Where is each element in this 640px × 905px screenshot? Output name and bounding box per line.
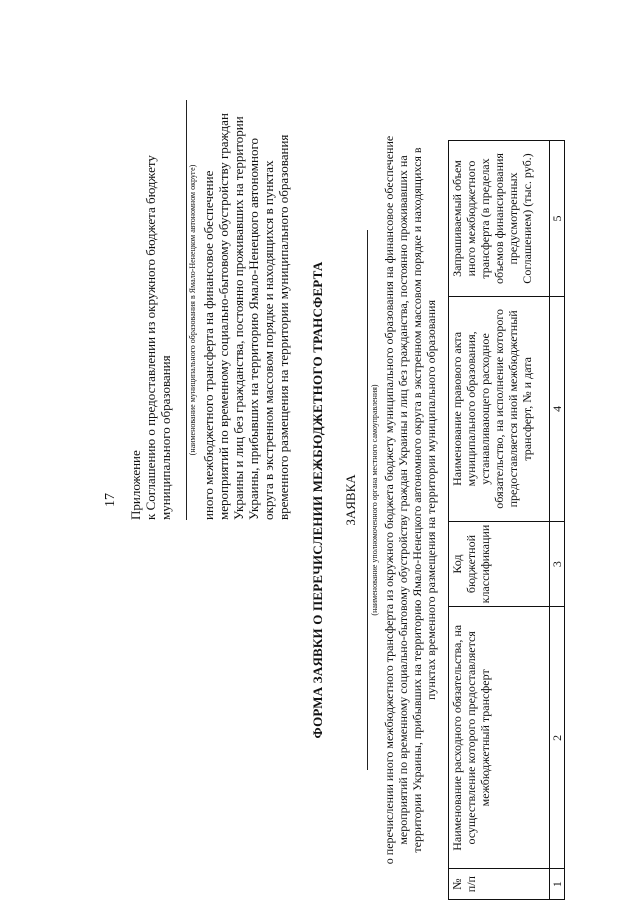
column-number-5: 5 [550,141,565,297]
header-legal-act: Наименование правового акта муниципального образования, устанавливающего расходное обязательство, на исполнение которого предоставляется иной межбюджетный трансферт, № и дата [449,296,550,521]
header-number: № п/п [449,869,550,900]
municipality-text: иного межбюджетного трансферта на финансовое обеспечение мероприятий по временному социально-бытовому обустройству граждан Украины и лиц без гражданства, постоянно проживавших на территории Украины, прибывших на территорию Ямало-Ненецкого автономного округа в экстренном массовом порядке и находящихся в пунктах временного размещения на территории муниципального образования [201,113,291,520]
table-number-row [550,141,565,900]
organ-caption: (наименование уполномоченного органа местного самоуправления) [370,384,379,616]
appendix-body: к Соглашению о предоставлении из окружного бюджета бюджету муниципального образования [143,155,173,520]
municipality-line [186,100,187,520]
column-number-3: 3 [550,521,565,607]
table-header-row [449,141,550,900]
form-title: ФОРМА ЗАЯВКИ О ПЕРЕЧИСЛЕНИИ МЕЖБЮДЖЕТНОГО ТРАНСФЕРТА [310,261,325,739]
page-number: 17 [103,493,118,507]
column-number-2: 2 [550,607,565,869]
header-budget-code: Код бюджетной классификации [449,521,550,607]
rotated-document [100,100,580,900]
appendix-title: Приложение [128,450,143,520]
municipality-block [180,100,291,520]
request-heading: ЗАЯВКА [343,474,358,526]
column-number-4: 4 [550,296,565,521]
appendix-header [128,100,173,520]
column-number-1: 1 [550,869,565,900]
request-purpose: о перечислении иного межбюджетного трансферта из окружного бюджета бюджету муниципального образования на финансовое обеспечение мероприятий по временному социально-бытовому обустройству граждан Украины и лиц без гражданства, постоянно проживавших на территории Украины, прибывших на территорию Ямало-Ненецкого автономного округа в экстренном массовом порядке и находящихся в пунктах временного размещения на территории муниципального образования [382,135,438,865]
header-requested-amount: Запрашиваемый объем иного межбюджетного трансферта (в пределах объемов финансирования предусмотренных Соглашением) (тыс. руб.) [449,141,550,297]
municipality-caption: (наименование муниципального образования в Ямало-Ненецком автономном округе) [188,164,197,456]
header-obligation: Наименование расходного обязательства, на осуществление которого предоставляется межбюджетный трансферт [449,607,550,869]
organ-line [367,230,368,770]
request-table [448,140,565,900]
